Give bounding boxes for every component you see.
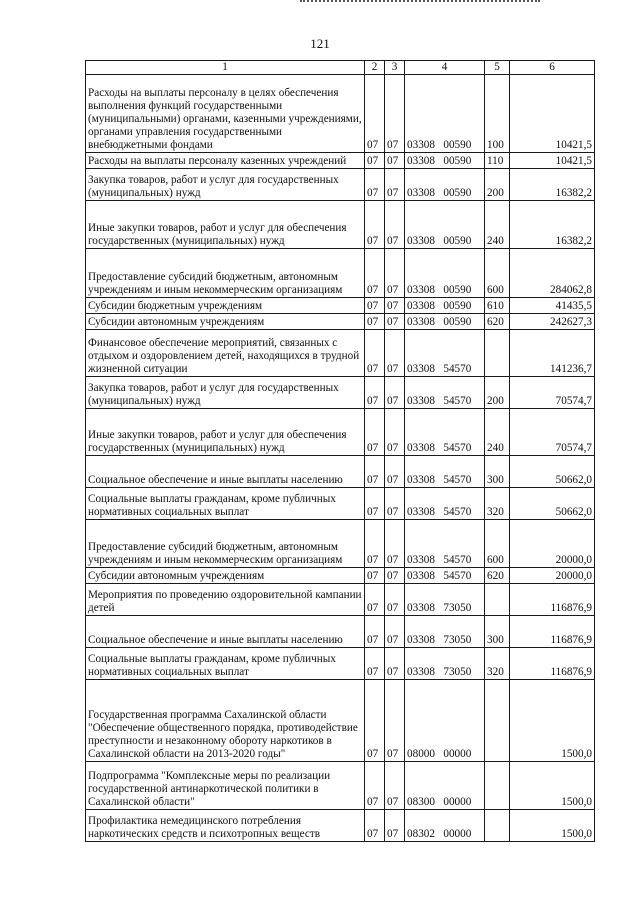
table-row — [86, 314, 595, 330]
table-row — [86, 762, 595, 810]
row-expense-type: 620 — [485, 568, 510, 584]
row-target-article: 03308 54570 — [405, 377, 485, 409]
row-name: Расходы на выплаты персоналу казенных учреждений — [86, 153, 365, 169]
row-amount: 1500,0 — [510, 762, 595, 810]
row-section: 07 — [365, 75, 385, 153]
row-subsection: 07 — [385, 201, 405, 249]
table-row — [86, 648, 595, 680]
row-expense-type: 240 — [485, 409, 510, 456]
row-name: Государственная программа Сахалинской области "Обеспечение общественного порядка, противодействие преступности и незаконному обороту наркотиков в Сахалинской области на 2013-2020 годы" — [86, 680, 365, 762]
row-name: Закупка товаров, работ и услуг для государственных (муниципальных) нужд — [86, 169, 365, 201]
table-row — [86, 75, 595, 153]
row-amount: 16382,2 — [510, 169, 595, 201]
row-target-article: 03308 73050 — [405, 616, 485, 648]
col-header-target-article: 4 — [405, 61, 485, 75]
row-name: Предоставление субсидий бюджетным, автономным учреждениям и иным некоммерческим организациям — [86, 520, 365, 568]
row-expense-type: 620 — [485, 314, 510, 330]
row-expense-type: 110 — [485, 153, 510, 169]
row-target-article: 03308 00590 — [405, 314, 485, 330]
row-section: 07 — [365, 314, 385, 330]
row-amount: 116876,9 — [510, 616, 595, 648]
table-header-row — [86, 61, 595, 75]
row-subsection: 07 — [385, 680, 405, 762]
row-target-article: 03308 00590 — [405, 298, 485, 314]
row-subsection: 07 — [385, 584, 405, 616]
row-amount: 116876,9 — [510, 648, 595, 680]
table-row — [86, 568, 595, 584]
row-target-article: 03308 54570 — [405, 409, 485, 456]
row-name: Расходы на выплаты персоналу в целях обеспечения выполнения функций государственными (муниципальными) органами, казенными учреждениями, органами управления государственными внебюджетными фондами — [86, 75, 365, 153]
row-subsection: 07 — [385, 314, 405, 330]
row-subsection: 07 — [385, 616, 405, 648]
row-subsection: 07 — [385, 377, 405, 409]
row-amount: 41435,5 — [510, 298, 595, 314]
row-subsection: 07 — [385, 153, 405, 169]
table-row — [86, 330, 595, 377]
table-row — [86, 249, 595, 298]
row-target-article: 03308 54570 — [405, 568, 485, 584]
row-expense-type: 600 — [485, 249, 510, 298]
table-row — [86, 520, 595, 568]
table-row — [86, 810, 595, 842]
row-subsection: 07 — [385, 810, 405, 842]
row-expense-type: 100 — [485, 75, 510, 153]
row-amount: 10421,5 — [510, 75, 595, 153]
table-row — [86, 584, 595, 616]
row-amount: 20000,0 — [510, 520, 595, 568]
row-expense-type: 300 — [485, 456, 510, 488]
row-section: 07 — [365, 584, 385, 616]
row-subsection: 07 — [385, 488, 405, 520]
row-amount: 141236,7 — [510, 330, 595, 377]
row-expense-type: 600 — [485, 520, 510, 568]
row-amount: 1500,0 — [510, 810, 595, 842]
row-target-article: 03308 73050 — [405, 648, 485, 680]
row-target-article: 03308 00590 — [405, 249, 485, 298]
row-amount: 50662,0 — [510, 488, 595, 520]
row-target-article: 03308 54570 — [405, 488, 485, 520]
col-header-section: 2 — [365, 61, 385, 75]
table-row — [86, 409, 595, 456]
row-section: 07 — [365, 810, 385, 842]
row-subsection: 07 — [385, 568, 405, 584]
row-section: 07 — [365, 169, 385, 201]
row-expense-type: 200 — [485, 169, 510, 201]
row-amount: 70574,7 — [510, 377, 595, 409]
row-target-article: 03308 54570 — [405, 330, 485, 377]
row-section: 07 — [365, 616, 385, 648]
row-expense-type: 320 — [485, 488, 510, 520]
row-subsection: 07 — [385, 249, 405, 298]
row-subsection: 07 — [385, 762, 405, 810]
row-name: Иные закупки товаров, работ и услуг для обеспечения государственных (муниципальных) нужд — [86, 201, 365, 249]
row-section: 07 — [365, 153, 385, 169]
row-expense-type: 320 — [485, 648, 510, 680]
row-target-article: 03308 00590 — [405, 75, 485, 153]
row-subsection: 07 — [385, 648, 405, 680]
row-amount: 116876,9 — [510, 584, 595, 616]
row-section: 07 — [365, 520, 385, 568]
table-row — [86, 201, 595, 249]
row-subsection: 07 — [385, 330, 405, 377]
row-name: Субсидии бюджетным учреждениям — [86, 298, 365, 314]
table-row — [86, 153, 595, 169]
row-amount: 70574,7 — [510, 409, 595, 456]
row-section: 07 — [365, 330, 385, 377]
col-header-amount: 6 — [510, 61, 595, 75]
row-amount: 1500,0 — [510, 680, 595, 762]
row-subsection: 07 — [385, 520, 405, 568]
row-name: Иные закупки товаров, работ и услуг для обеспечения государственных (муниципальных) нужд — [86, 409, 365, 456]
row-target-article: 08302 00000 — [405, 810, 485, 842]
row-section: 07 — [365, 456, 385, 488]
row-expense-type — [485, 330, 510, 377]
row-amount: 242627,3 — [510, 314, 595, 330]
row-expense-type: 300 — [485, 616, 510, 648]
row-section: 07 — [365, 648, 385, 680]
row-subsection: 07 — [385, 409, 405, 456]
row-expense-type — [485, 680, 510, 762]
row-target-article: 03308 73050 — [405, 584, 485, 616]
row-amount: 284062,8 — [510, 249, 595, 298]
row-target-article: 08300 00000 — [405, 762, 485, 810]
table-row — [86, 298, 595, 314]
row-amount: 50662,0 — [510, 456, 595, 488]
row-name: Субсидии автономным учреждениям — [86, 314, 365, 330]
row-expense-type — [485, 762, 510, 810]
row-target-article: 03308 00590 — [405, 153, 485, 169]
col-header-subsection: 3 — [385, 61, 405, 75]
row-name: Субсидии автономным учреждениям — [86, 568, 365, 584]
row-name: Социальные выплаты гражданам, кроме публичных нормативных социальных выплат — [86, 648, 365, 680]
row-subsection: 07 — [385, 298, 405, 314]
row-name: Предоставление субсидий бюджетным, автономным учреждениям и иным некоммерческим организациям — [86, 249, 365, 298]
page-number: 121 — [310, 36, 330, 51]
row-target-article: 08000 00000 — [405, 680, 485, 762]
row-target-article: 03308 54570 — [405, 520, 485, 568]
row-amount: 10421,5 — [510, 153, 595, 169]
table-row — [86, 680, 595, 762]
row-name: Социальное обеспечение и иные выплаты населению — [86, 456, 365, 488]
col-header-name: 1 — [86, 61, 365, 75]
row-target-article: 03308 00590 — [405, 169, 485, 201]
row-subsection: 07 — [385, 456, 405, 488]
table-row — [86, 456, 595, 488]
row-expense-type — [485, 584, 510, 616]
table-row — [86, 616, 595, 648]
row-section: 07 — [365, 249, 385, 298]
row-section: 07 — [365, 201, 385, 249]
row-section: 07 — [365, 568, 385, 584]
row-name: Социальные выплаты гражданам, кроме публичных нормативных социальных выплат — [86, 488, 365, 520]
row-subsection: 07 — [385, 75, 405, 153]
row-name: Финансовое обеспечение мероприятий, связанных с отдыхом и оздоровлением детей, находящихся в трудной жизненной ситуации — [86, 330, 365, 377]
row-name: Мероприятия по проведению оздоровительной кампании детей — [86, 584, 365, 616]
col-header-expense-type: 5 — [485, 61, 510, 75]
row-expense-type: 240 — [485, 201, 510, 249]
row-section: 07 — [365, 680, 385, 762]
row-target-article: 03308 54570 — [405, 456, 485, 488]
row-section: 07 — [365, 377, 385, 409]
row-section: 07 — [365, 298, 385, 314]
row-expense-type: 200 — [485, 377, 510, 409]
row-amount: 20000,0 — [510, 568, 595, 584]
table-row — [86, 169, 595, 201]
row-name: Подпрограмма "Комплексные меры по реализации государственной антинаркотической политики в Сахалинской области" — [86, 762, 365, 810]
row-expense-type — [485, 810, 510, 842]
budget-table — [85, 60, 595, 842]
table-row — [86, 377, 595, 409]
row-subsection: 07 — [385, 169, 405, 201]
table-row — [86, 488, 595, 520]
row-target-article: 03308 00590 — [405, 201, 485, 249]
scan-edge-mark — [300, 0, 540, 4]
row-name: Закупка товаров, работ и услуг для государственных (муниципальных) нужд — [86, 377, 365, 409]
row-expense-type: 610 — [485, 298, 510, 314]
row-name: Профилактика немедицинского потребления наркотических средств и психотропных веществ — [86, 810, 365, 842]
row-section: 07 — [365, 488, 385, 520]
row-amount: 16382,2 — [510, 201, 595, 249]
row-section: 07 — [365, 762, 385, 810]
row-section: 07 — [365, 409, 385, 456]
row-name: Социальное обеспечение и иные выплаты населению — [86, 616, 365, 648]
